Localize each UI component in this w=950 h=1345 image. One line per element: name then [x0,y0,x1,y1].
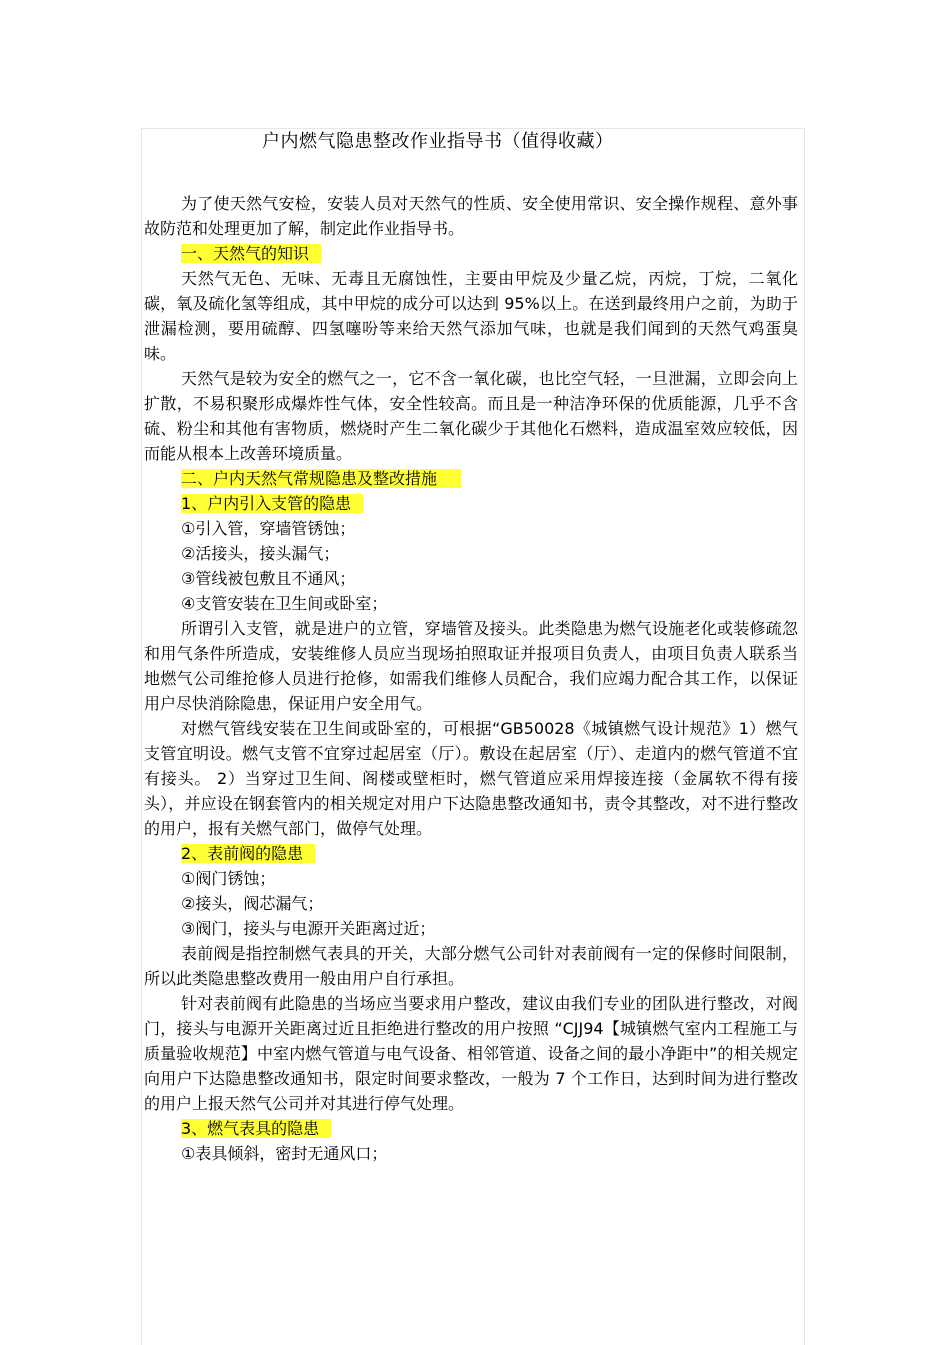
list-item: ③阀门，接头与电源开关距离过近； [181,919,436,938]
intro-paragraph: 为了使天然气安检，安装人员对天然气的性质、安全使用常识、安全操作规程、意外事故防范和处理更加了解，制定此作业指导书。 [144,194,798,238]
subsection-2-1-heading: 1、户内引入支管的隐患 [181,494,363,513]
paragraph: 针对表前阀有此隐患的当场应当要求用户整改，建议由我们专业的团队进行整改，对阀门，接头与电源开关距离过近且拒绝进行整改的用户按照 “CJJ94【城镇燃气室内工程施工与质量验收规范】中室内燃气管道与电气设备、相邻管道、设备之间的最小净距中”的相关规定向用户下达隐患整改通知书，限定时间要求整改，一般为 7 个工作日，达到时间为进行整改的用户上报天然气公司并对其进行停气处理。 [144,994,798,1113]
paragraph: 对燃气管线安装在卫生间或卧室的，可根据“GB50028《城镇燃气设计规范》1）燃气支管宜明设。燃气支管不宜穿过起居室（厅）。敷设在起居室（厅）、走道内的燃气管道不宜有接头。 2）当穿过卫生间、阁楼或壁柜时，燃气管道应采用焊接连接（金属软不得有接头），并应设在钢套管内的相关规定对用户下达隐患整改通知书，责令其整改，对不进行整改的用户，报有关燃气部门，做停气处理。 [144,719,798,838]
document-body [144,191,798,1166]
subsection-2-3-heading: 3、燃气表具的隐患 [181,1119,331,1138]
document-title: 户内燃气隐患整改作业指导书（值得收藏） [262,131,614,152]
list-item: ②接头，阀芯漏气； [181,894,324,913]
paragraph: 所谓引入支管，就是进户的立管，穿墙管及接头。此类隐患为燃气设施老化或装修疏忽和用气条件所造成，安装维修人员应当现场拍照取证并报项目负责人，由项目负责人联系当地燃气公司维抢修人员进行抢修，如需我们维修人员配合，我们应竭力配合其工作，以保证用户尽快消除隐患，保证用户安全用气。 [144,619,798,713]
section-1-heading: 一、天然气的知识 [181,244,321,263]
paragraph: 表前阀是指控制燃气表具的开关，大部分燃气公司针对表前阀有一定的保修时间限制，所以此类隐患整改费用一般由用户自行承担。 [144,944,798,988]
subsection-heading [144,841,798,866]
list-item: ①阀门锈蚀； [181,869,276,888]
subsection-heading [144,491,798,516]
subsection-heading [144,1116,798,1141]
paragraph: 天然气是较为安全的燃气之一，它不含一氧化碳，也比空气轻，一旦泄漏，立即会向上扩散，不易积聚形成爆炸性气体，安全性较高。而且是一种洁净环保的优质能源，几乎不含硫、粉尘和其他有害物质，燃烧时产生二氧化碳少于其他化石燃料，造成温室效应较低，因而能从根本上改善环境质量。 [144,369,798,463]
subsection-2-2-heading: 2、表前阀的隐患 [181,844,315,863]
section-heading [144,466,798,491]
list-item: ①表具倾斜，密封无通风口； [181,1144,388,1163]
list-item: ①引入管，穿墙管锈蚀； [181,519,356,538]
list-item: ④支管安装在卫生间或卧室； [181,594,388,613]
paragraph: 天然气无色、无味、无毒且无腐蚀性，主要由甲烷及少量乙烷，丙烷，丁烷，二氧化碳，氧及硫化氢等组成，其中甲烷的成分可以达到 95%以上。在送到最终用户之前，为助于泄漏检测，要用硫醇、四氢噻吩等来给天然气添加气味，也就是我们闻到的天然气鸡蛋臭味。 [144,269,798,363]
section-2-heading: 二、户内天然气常规隐患及整改措施 [181,469,461,488]
list-item: ②活接头，接头漏气； [181,544,340,563]
list-item: ③管线被包敷且不通风； [181,569,356,588]
section-heading [144,241,798,266]
